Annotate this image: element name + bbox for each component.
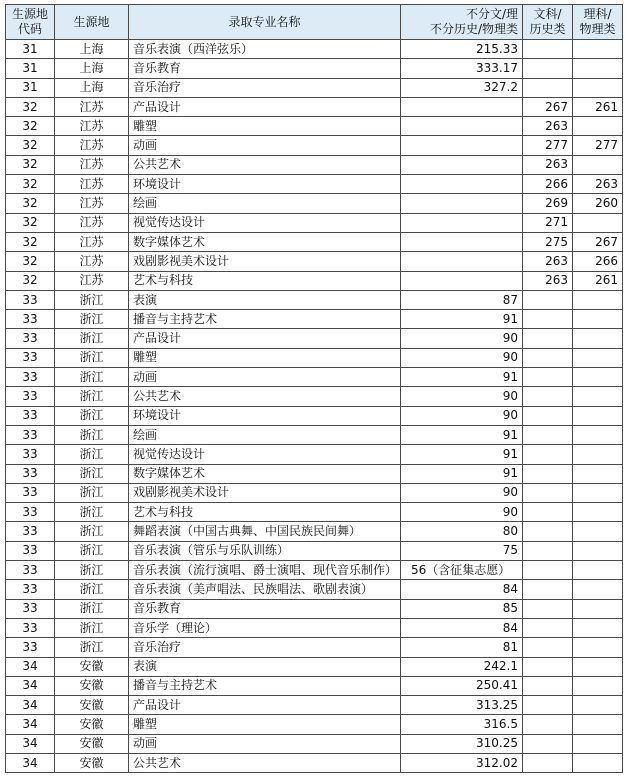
cell-liberal-arts-score: 266 (523, 175, 573, 194)
cell-science-score (573, 715, 623, 734)
cell-unified-score (401, 194, 523, 213)
table-row (6, 618, 623, 637)
cell-code: 34 (6, 753, 55, 772)
cell-science-score (573, 599, 623, 618)
cell-province: 浙江 (55, 348, 129, 367)
cell-code: 32 (6, 117, 55, 136)
cell-liberal-arts-score: 263 (523, 271, 573, 290)
table-row (6, 175, 623, 194)
cell-liberal-arts-score (523, 638, 573, 657)
cell-major: 音乐教育 (129, 59, 401, 78)
cell-code: 33 (6, 445, 55, 464)
cell-science-score (573, 387, 623, 406)
cell-unified-score: 242.1 (401, 657, 523, 676)
cell-science-score (573, 310, 623, 329)
cell-science-score (573, 78, 623, 97)
cell-code: 33 (6, 561, 55, 580)
cell-major: 音乐表演（管乐与乐队训练） (129, 541, 401, 560)
cell-major: 视觉传达设计 (129, 213, 401, 232)
cell-province: 安徽 (55, 734, 129, 753)
cell-science-score (573, 155, 623, 174)
cell-code: 33 (6, 522, 55, 541)
table-row (6, 387, 623, 406)
cell-liberal-arts-score (523, 599, 573, 618)
cell-province: 浙江 (55, 290, 129, 309)
cell-unified-score (401, 155, 523, 174)
cell-unified-score (401, 252, 523, 271)
cell-province: 浙江 (55, 387, 129, 406)
cell-science-score: 261 (573, 97, 623, 116)
cell-unified-score: 91 (401, 425, 523, 444)
cell-province: 浙江 (55, 445, 129, 464)
cell-science-score (573, 464, 623, 483)
cell-province: 浙江 (55, 599, 129, 618)
cell-liberal-arts-score: 263 (523, 117, 573, 136)
cell-code: 34 (6, 734, 55, 753)
cell-liberal-arts-score (523, 40, 573, 59)
cell-major: 音乐治疗 (129, 78, 401, 97)
cell-liberal-arts-score (523, 406, 573, 425)
cell-code: 31 (6, 78, 55, 97)
cell-code: 34 (6, 676, 55, 695)
cell-code: 33 (6, 599, 55, 618)
cell-code: 32 (6, 155, 55, 174)
cell-unified-score (401, 175, 523, 194)
cell-unified-score: 90 (401, 387, 523, 406)
cell-code: 32 (6, 271, 55, 290)
cell-unified-score: 90 (401, 406, 523, 425)
cell-province: 上海 (55, 78, 129, 97)
cell-science-score (573, 734, 623, 753)
cell-unified-score: 91 (401, 464, 523, 483)
table-row (6, 445, 623, 464)
cell-science-score: 260 (573, 194, 623, 213)
cell-liberal-arts-score: 263 (523, 252, 573, 271)
table-row (6, 59, 623, 78)
cell-province: 浙江 (55, 329, 129, 348)
cell-province: 安徽 (55, 696, 129, 715)
cell-liberal-arts-score (523, 618, 573, 637)
cell-liberal-arts-score (523, 310, 573, 329)
cell-liberal-arts-score: 277 (523, 136, 573, 155)
cell-unified-score: 316.5 (401, 715, 523, 734)
cell-province: 浙江 (55, 368, 129, 387)
table-row (6, 406, 623, 425)
cell-liberal-arts-score (523, 329, 573, 348)
table-row (6, 638, 623, 657)
cell-science-score (573, 541, 623, 560)
cell-code: 33 (6, 425, 55, 444)
cell-science-score (573, 368, 623, 387)
cell-unified-score: 91 (401, 445, 523, 464)
cell-unified-score: 312.02 (401, 753, 523, 772)
cell-unified-score: 90 (401, 329, 523, 348)
cell-major: 环境设计 (129, 175, 401, 194)
cell-science-score (573, 445, 623, 464)
cell-science-score (573, 40, 623, 59)
cell-province: 上海 (55, 40, 129, 59)
cell-major: 公共艺术 (129, 155, 401, 174)
table-row (6, 715, 623, 734)
cell-unified-score: 90 (401, 348, 523, 367)
cell-province: 江苏 (55, 194, 129, 213)
table-row (6, 464, 623, 483)
cell-science-score (573, 618, 623, 637)
cell-province: 浙江 (55, 425, 129, 444)
cell-major: 雕塑 (129, 348, 401, 367)
cell-code: 33 (6, 290, 55, 309)
cell-major: 艺术与科技 (129, 503, 401, 522)
header-liberal-arts-score: 文科/ 历史类 (523, 5, 573, 40)
cell-liberal-arts-score (523, 290, 573, 309)
cell-liberal-arts-score (523, 696, 573, 715)
cell-science-score (573, 503, 623, 522)
cell-province: 江苏 (55, 252, 129, 271)
table-row (6, 252, 623, 271)
table-row (6, 40, 623, 59)
table-row (6, 78, 623, 97)
table-row (6, 194, 623, 213)
cell-unified-score: 81 (401, 638, 523, 657)
cell-science-score: 261 (573, 271, 623, 290)
cell-code: 32 (6, 136, 55, 155)
header-province: 生源地 (55, 5, 129, 40)
cell-unified-score: 310.25 (401, 734, 523, 753)
table-row (6, 290, 623, 309)
cell-code: 32 (6, 97, 55, 116)
cell-major: 公共艺术 (129, 387, 401, 406)
table-row (6, 136, 623, 155)
cell-liberal-arts-score (523, 657, 573, 676)
cell-code: 32 (6, 194, 55, 213)
cell-science-score (573, 657, 623, 676)
cell-code: 32 (6, 213, 55, 232)
cell-province: 江苏 (55, 136, 129, 155)
cell-code: 31 (6, 59, 55, 78)
cell-code: 33 (6, 503, 55, 522)
cell-unified-score: 87 (401, 290, 523, 309)
cell-unified-score (401, 232, 523, 251)
header-science-score: 理科/ 物理类 (573, 5, 623, 40)
cell-science-score: 263 (573, 175, 623, 194)
cell-major: 公共艺术 (129, 753, 401, 772)
cell-unified-score: 333.17 (401, 59, 523, 78)
table-row (6, 541, 623, 560)
cell-province: 安徽 (55, 657, 129, 676)
cell-liberal-arts-score (523, 59, 573, 78)
cell-province: 江苏 (55, 155, 129, 174)
cell-liberal-arts-score (523, 734, 573, 753)
cell-code: 32 (6, 175, 55, 194)
cell-liberal-arts-score (523, 425, 573, 444)
header-major: 录取专业名称 (129, 5, 401, 40)
cell-liberal-arts-score (523, 561, 573, 580)
table-row (6, 425, 623, 444)
cell-province: 浙江 (55, 541, 129, 560)
admission-scores-table (5, 4, 623, 773)
cell-major: 雕塑 (129, 117, 401, 136)
cell-unified-score: 215.33 (401, 40, 523, 59)
cell-major: 播音与主持艺术 (129, 310, 401, 329)
table-row (6, 561, 623, 580)
table-row (6, 734, 623, 753)
cell-science-score (573, 425, 623, 444)
cell-code: 33 (6, 464, 55, 483)
cell-liberal-arts-score (523, 503, 573, 522)
cell-major: 表演 (129, 657, 401, 676)
cell-liberal-arts-score (523, 580, 573, 599)
cell-liberal-arts-score (523, 368, 573, 387)
table-row (6, 368, 623, 387)
cell-unified-score: 56（含征集志愿） (401, 561, 523, 580)
cell-liberal-arts-score: 267 (523, 97, 573, 116)
cell-liberal-arts-score (523, 541, 573, 560)
cell-province: 江苏 (55, 175, 129, 194)
table-row (6, 97, 623, 116)
cell-unified-score (401, 136, 523, 155)
table-row (6, 503, 623, 522)
cell-province: 江苏 (55, 271, 129, 290)
cell-code: 32 (6, 252, 55, 271)
cell-liberal-arts-score (523, 78, 573, 97)
cell-unified-score (401, 97, 523, 116)
cell-major: 数字媒体艺术 (129, 464, 401, 483)
table-row (6, 348, 623, 367)
cell-unified-score: 85 (401, 599, 523, 618)
table-row (6, 753, 623, 772)
cell-major: 动画 (129, 734, 401, 753)
cell-major: 戏剧影视美术设计 (129, 252, 401, 271)
cell-code: 34 (6, 696, 55, 715)
cell-science-score (573, 638, 623, 657)
cell-code: 34 (6, 715, 55, 734)
cell-major: 产品设计 (129, 97, 401, 116)
cell-province: 浙江 (55, 618, 129, 637)
cell-major: 动画 (129, 136, 401, 155)
table-row (6, 483, 623, 502)
table-row (6, 117, 623, 136)
cell-major: 动画 (129, 368, 401, 387)
cell-liberal-arts-score: 263 (523, 155, 573, 174)
cell-science-score (573, 117, 623, 136)
cell-science-score (573, 676, 623, 695)
cell-major: 产品设计 (129, 329, 401, 348)
cell-science-score: 267 (573, 232, 623, 251)
cell-liberal-arts-score (523, 676, 573, 695)
cell-major: 绘画 (129, 425, 401, 444)
table-row (6, 676, 623, 695)
cell-province: 安徽 (55, 715, 129, 734)
cell-code: 33 (6, 541, 55, 560)
cell-code: 33 (6, 329, 55, 348)
cell-liberal-arts-score: 275 (523, 232, 573, 251)
cell-science-score: 266 (573, 252, 623, 271)
table-row (6, 696, 623, 715)
cell-province: 浙江 (55, 522, 129, 541)
cell-province: 浙江 (55, 483, 129, 502)
table-row (6, 522, 623, 541)
table-row (6, 155, 623, 174)
cell-science-score (573, 522, 623, 541)
cell-province: 浙江 (55, 406, 129, 425)
header-code: 生源地 代码 (6, 5, 55, 40)
cell-major: 数字媒体艺术 (129, 232, 401, 251)
cell-major: 音乐教育 (129, 599, 401, 618)
cell-liberal-arts-score (523, 753, 573, 772)
cell-science-score (573, 580, 623, 599)
cell-unified-score: 90 (401, 483, 523, 502)
cell-liberal-arts-score (523, 464, 573, 483)
cell-major: 音乐表演（流行演唱、爵士演唱、现代音乐制作） (129, 561, 401, 580)
cell-science-score (573, 348, 623, 367)
table-row (6, 599, 623, 618)
cell-science-score (573, 483, 623, 502)
table-row (6, 657, 623, 676)
cell-major: 表演 (129, 290, 401, 309)
cell-code: 33 (6, 618, 55, 637)
cell-province: 江苏 (55, 232, 129, 251)
cell-province: 浙江 (55, 561, 129, 580)
cell-code: 33 (6, 580, 55, 599)
cell-liberal-arts-score (523, 483, 573, 502)
cell-science-score: 277 (573, 136, 623, 155)
table-row (6, 232, 623, 251)
cell-unified-score: 84 (401, 618, 523, 637)
cell-science-score (573, 290, 623, 309)
cell-province: 浙江 (55, 464, 129, 483)
cell-province: 上海 (55, 59, 129, 78)
table-row (6, 580, 623, 599)
cell-unified-score: 91 (401, 310, 523, 329)
cell-major: 艺术与科技 (129, 271, 401, 290)
cell-science-score (573, 561, 623, 580)
cell-code: 32 (6, 232, 55, 251)
cell-liberal-arts-score (523, 348, 573, 367)
table-row (6, 310, 623, 329)
cell-code: 34 (6, 657, 55, 676)
cell-code: 33 (6, 348, 55, 367)
table-row (6, 271, 623, 290)
cell-unified-score: 80 (401, 522, 523, 541)
cell-science-score (573, 59, 623, 78)
cell-unified-score: 90 (401, 503, 523, 522)
cell-major: 播音与主持艺术 (129, 676, 401, 695)
cell-science-score (573, 753, 623, 772)
cell-code: 33 (6, 483, 55, 502)
cell-major: 视觉传达设计 (129, 445, 401, 464)
cell-unified-score: 327.2 (401, 78, 523, 97)
cell-science-score (573, 213, 623, 232)
cell-major: 环境设计 (129, 406, 401, 425)
cell-major: 绘画 (129, 194, 401, 213)
cell-major: 产品设计 (129, 696, 401, 715)
header-unified-score: 不分文/理 不分历史/物理类 (401, 5, 523, 40)
cell-code: 33 (6, 387, 55, 406)
cell-unified-score (401, 271, 523, 290)
cell-major: 音乐表演（美声唱法、民族唱法、歌剧表演） (129, 580, 401, 599)
table-header-row (6, 5, 623, 40)
cell-liberal-arts-score (523, 715, 573, 734)
cell-liberal-arts-score (523, 387, 573, 406)
cell-major: 戏剧影视美术设计 (129, 483, 401, 502)
cell-major: 音乐学（理论） (129, 618, 401, 637)
cell-code: 33 (6, 406, 55, 425)
cell-province: 安徽 (55, 753, 129, 772)
cell-unified-score (401, 117, 523, 136)
cell-code: 33 (6, 310, 55, 329)
cell-liberal-arts-score: 271 (523, 213, 573, 232)
cell-major: 舞蹈表演（中国古典舞、中国民族民间舞） (129, 522, 401, 541)
cell-liberal-arts-score: 269 (523, 194, 573, 213)
cell-major: 音乐治疗 (129, 638, 401, 657)
cell-province: 江苏 (55, 213, 129, 232)
cell-unified-score: 250.41 (401, 676, 523, 695)
cell-province: 浙江 (55, 580, 129, 599)
cell-province: 浙江 (55, 310, 129, 329)
cell-code: 31 (6, 40, 55, 59)
cell-code: 33 (6, 638, 55, 657)
table-row (6, 329, 623, 348)
cell-province: 浙江 (55, 503, 129, 522)
cell-science-score (573, 696, 623, 715)
cell-science-score (573, 406, 623, 425)
cell-province: 江苏 (55, 97, 129, 116)
cell-liberal-arts-score (523, 522, 573, 541)
cell-unified-score: 84 (401, 580, 523, 599)
cell-province: 安徽 (55, 676, 129, 695)
cell-province: 江苏 (55, 117, 129, 136)
table-body (6, 40, 623, 773)
cell-unified-score: 91 (401, 368, 523, 387)
cell-major: 音乐表演（西洋弦乐） (129, 40, 401, 59)
cell-unified-score (401, 213, 523, 232)
cell-unified-score: 313.25 (401, 696, 523, 715)
cell-unified-score: 75 (401, 541, 523, 560)
cell-code: 33 (6, 368, 55, 387)
cell-province: 浙江 (55, 638, 129, 657)
table-row (6, 213, 623, 232)
cell-science-score (573, 329, 623, 348)
cell-liberal-arts-score (523, 445, 573, 464)
cell-major: 雕塑 (129, 715, 401, 734)
